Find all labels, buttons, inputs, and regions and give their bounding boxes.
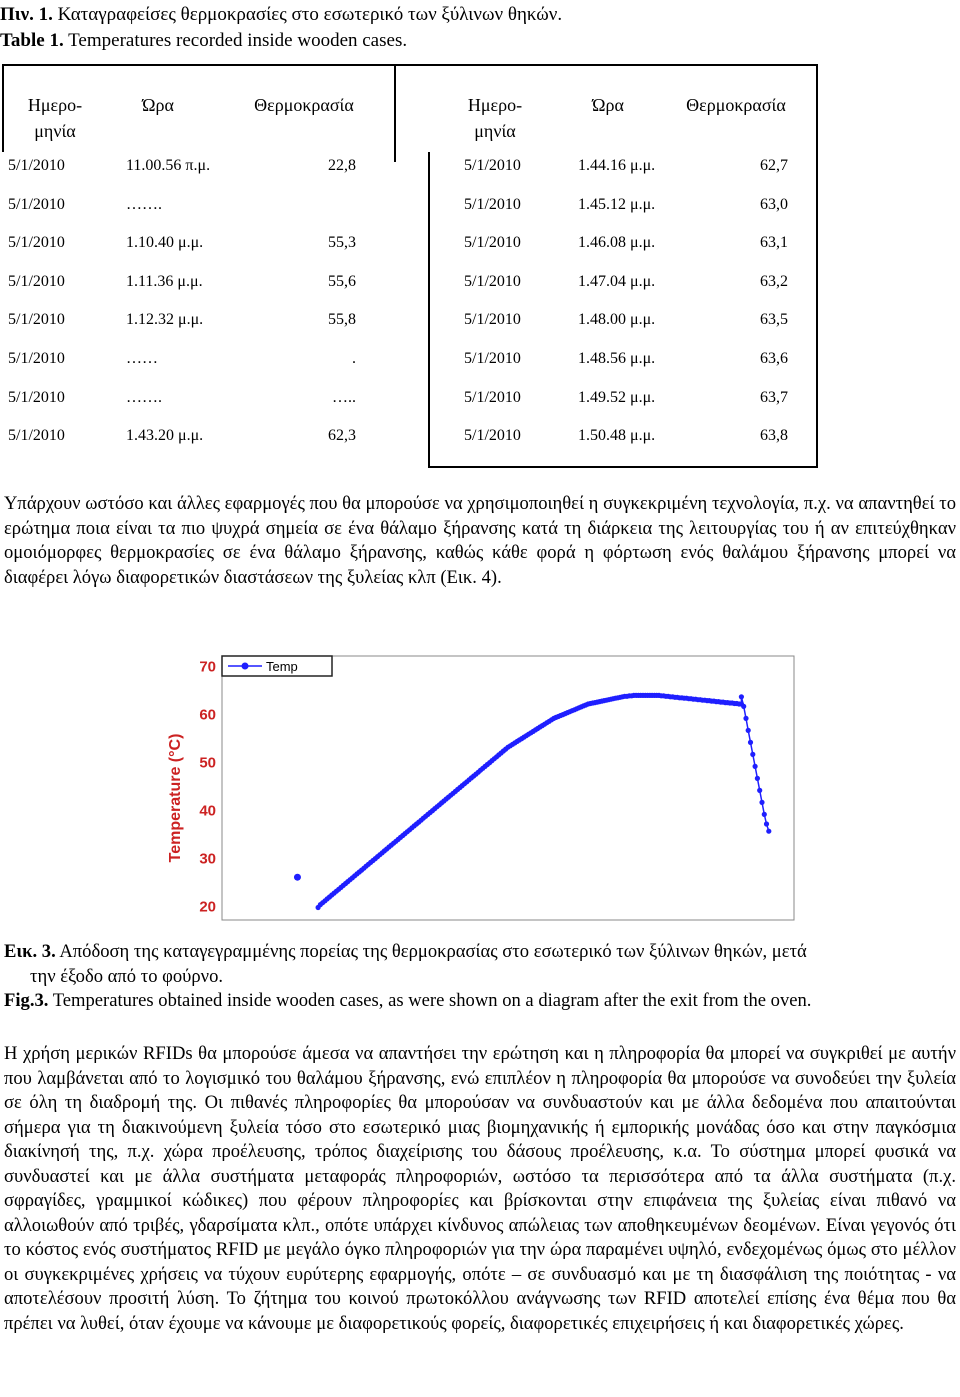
table-cell-time: …… — [126, 350, 158, 367]
table-caption-english — [0, 28, 562, 54]
header-date: μηνία — [34, 121, 76, 141]
data-point — [757, 788, 762, 793]
table-cell-time: 1.50.48 μ.μ. — [578, 427, 656, 445]
data-point — [746, 728, 751, 733]
table-cell-date: 5/1/2010 — [8, 311, 65, 329]
data-point — [762, 812, 767, 817]
legend-label: Temp — [266, 659, 298, 674]
table-label-english: Table 1. — [0, 30, 64, 51]
table-cell-date: 5/1/2010 — [464, 195, 521, 213]
table-cell-date: 5/1/2010 — [8, 388, 65, 406]
table-cell-time: 11.00.56 π.μ. — [126, 157, 211, 174]
table-cell-date: 5/1/2010 — [8, 195, 65, 213]
table-cell-time: 1.46.08 μ.μ. — [578, 234, 656, 252]
table-cell-temperature: 22,8 — [328, 157, 356, 174]
table-cell-date: 5/1/2010 — [464, 311, 521, 329]
paragraph-applications: Υπάρχουν ωστόσο και άλλες εφαρμογές που θα μπορούσε να χρησιμοποιηθεί η συγκεκριμένη τεχνολογία, π.χ. να απαντηθεί το ερώτημα ποια είναι τα πιο ψυχρά σημεία σε ένα θάλαμο ξήρανσης κατά τη διάρκεια της λειτουργίας του ή αν επιτεύχθηκαν ομοιόμορφες θερμοκρασίες σε ένα θάλαμο ξήρανσης, καθώς κάθε φορά η φόρτωση ενός θαλάμου ξήρανσης μπορεί να διαφέρει λόγω διαφορετικών διαστάσεων της ξυλείας κλπ (Εικ. 4). — [4, 493, 956, 588]
y-tick-label: 40 — [199, 802, 216, 820]
data-point — [753, 764, 758, 769]
data-point — [294, 874, 301, 881]
data-point — [748, 740, 753, 745]
temperature-table — [2, 64, 818, 468]
y-tick-label: 30 — [199, 850, 216, 868]
table-cell-time: ……. — [126, 388, 162, 406]
table-cell-date: 5/1/2010 — [464, 234, 521, 252]
table-cell-temperature: 55,8 — [328, 311, 356, 329]
header-date: Ημερο- — [467, 95, 523, 115]
table-cell-temperature: ….. — [332, 388, 356, 406]
table-border-top — [2, 64, 818, 66]
data-point — [750, 752, 755, 757]
table-divider-upper — [394, 64, 396, 162]
table-cell-temperature: 63,1 — [760, 234, 788, 252]
header-time: Ώρα — [592, 95, 624, 115]
data-point — [755, 776, 760, 781]
table-caption-english-text: Temperatures recorded inside wooden cases. — [68, 30, 408, 51]
table-border-left-header — [2, 64, 4, 152]
table-cell-temperature: 63,5 — [760, 311, 788, 329]
table-cell-time: 1.45.12 μ.μ. — [578, 195, 656, 213]
table-cell-temperature: 55,6 — [328, 272, 356, 290]
table-divider-lower — [428, 152, 430, 468]
table-cell-time: 1.44.16 μ.μ. — [578, 157, 656, 174]
table-cell-temperature: 63,7 — [760, 388, 788, 406]
table-cell-time: 1.10.40 μ.μ. — [126, 234, 204, 252]
temperature-chart — [158, 650, 798, 922]
figure-caption — [4, 940, 956, 1014]
header-temperature: Θερμοκρασία — [686, 95, 786, 115]
table-cell-date: 5/1/2010 — [464, 272, 521, 290]
paragraph-rfid: Η χρήση μερικών RFIDs θα μπορούσε άμεσα να απαντήσει την ερώτηση και η πληροφορία θα μπορεί να συγκριθεί με αυτήν που λαμβάνεται από το λογισμικό του θαλάμου ξήρανσης, ενώ επιπλέον η πληροφορία θα μπορούσε να συνοδεύει την ξυλεία σε όλη τη διαδρομή της. Οι πιθανές πληροφορίες θα μπορούσαν να συνδυαστούν και με άλλα δεδομένα που απαιτούνται σήμερα για τη διακινούμενη ξυλεία τόσο στο εσωτερικό μιας βιομηχανικής ή εμπορικής μονάδας όσο και στην παγκόσμια διακίνησή της, π.χ. χώρα προέλευσης, τρόπος διαχείρισης του δάσους προέλευσης, κ.α. Το σύστημα μπορεί φυσικά να συνδυαστεί και με άλλα συστήματα μεταφοράς πληροφοριών, ωστόσο τα περισσότερα από τα άλλα συστήματα (π.χ. σφραγίδες, γραμμικοί κώδικες) που φέρουν πληροφορίες και βρίσκονται στην επιφάνεια της ξυλείας είναι πιθανό να αλλοιωθούν από τριβές, γδαρσίματα κλπ., οπότε υπάρχει κίνδυνος απώλειας των αποθηκευμένων δεομένων. Είναι γεγονός ότι το κόστος ενός συστήματος RFID με μεγάλο όγκο πληροφοριών για την ώρα παραμένει υψηλό, ενδεχομένως όμως στο μέλλον οι συγκεκριμένες χρήσεις να τύχουν ευρύτερης εφαρμογής, οπότε – σε συνδυασμό και με τη διασφάλιση της ποιότητας - να αποτελέσουν προσιτή λύση. Το ζήτημα του κοινού πρωτοκόλλου ανάγνωσης των RFID αποτελεί επίσης ένα θέμα που θα πρέπει να λυθεί, όταν έχουμε να κάνουμε με διαφορετικούς φορείς, διαφορετικές επιχειρήσεις ή και διαφορετικές χώρες. — [4, 1043, 956, 1334]
table-cell-time: 1.12.32 μ.μ. — [126, 311, 204, 329]
figure-label-greek: Εικ. 3. — [4, 941, 56, 962]
figure-caption-greek — [4, 940, 956, 965]
y-tick-label: 50 — [199, 754, 216, 772]
y-axis-ticks — [199, 659, 216, 916]
data-point — [766, 829, 771, 834]
table-label-greek: Πιν. 1. — [0, 4, 53, 25]
y-tick-label: 20 — [199, 898, 216, 916]
table-caption-greek — [0, 2, 562, 28]
y-axis-label: Temperature (°C) — [167, 733, 184, 863]
table-cell-time: 1.48.56 μ.μ. — [578, 350, 656, 367]
table-cell-temperature: 63,2 — [760, 272, 788, 290]
table-cell-date: 5/1/2010 — [8, 427, 65, 445]
figure-caption-greek-line2: την έξοδο από το φούρνο. — [30, 965, 224, 987]
header-date: Ημερο- — [27, 95, 83, 115]
table-cell-temperature: 62,7 — [760, 157, 788, 174]
table-caption — [0, 2, 562, 54]
table-cell-date: 5/1/2010 — [464, 157, 521, 174]
data-point — [739, 694, 744, 699]
figure-caption-english — [4, 989, 956, 1014]
data-point — [741, 704, 746, 709]
table-caption-greek-text: Καταγραφείσες θερμοκρασίες στο εσωτερικό των ξύλινων θηκών. — [57, 4, 563, 25]
data-point — [764, 821, 769, 826]
table-cell-date: 5/1/2010 — [8, 234, 65, 252]
table-cell-temperature: . — [352, 350, 356, 367]
table-border-right — [816, 64, 818, 468]
table-cell-date: 5/1/2010 — [8, 350, 65, 367]
header-temperature: Θερμοκρασία — [254, 95, 354, 115]
chart-legend — [222, 656, 332, 676]
data-point — [759, 800, 764, 805]
table-cell-time: 1.49.52 μ.μ. — [578, 388, 656, 406]
table-cell-time: 1.47.04 μ.μ. — [578, 272, 656, 290]
data-point — [743, 716, 748, 721]
figure-caption-english-text: Temperatures obtained inside wooden cases, as were shown on a diagram after the exit from the oven. — [52, 990, 812, 1011]
legend-marker — [242, 663, 249, 670]
table-cell-temperature: 62,3 — [328, 427, 356, 445]
table-cell-time: 1.11.36 μ.μ. — [126, 272, 203, 290]
table-cell-temperature: 63,6 — [760, 350, 788, 367]
table-cell-time: 1.43.20 μ.μ. — [126, 427, 204, 445]
y-tick-label: 60 — [199, 706, 216, 724]
header-time: Ώρα — [142, 95, 174, 115]
figure-caption-greek-line1: Απόδοση της καταγεγραμμένης πορείας της θερμοκρασίας στο εσωτερικό των ξύλινων θηκών, μετά — [59, 941, 807, 962]
header-date: μηνία — [474, 121, 516, 141]
table-cell-temperature: 55,3 — [328, 234, 356, 252]
table-cell-time: ……. — [126, 195, 162, 213]
table-cell-date: 5/1/2010 — [464, 427, 521, 445]
table-cell-time: 1.48.00 μ.μ. — [578, 311, 656, 329]
table-cell-date: 5/1/2010 — [8, 272, 65, 290]
y-tick-label: 70 — [199, 658, 216, 676]
table-cell-date: 5/1/2010 — [464, 388, 521, 406]
figure-label-english: Fig.3. — [4, 990, 49, 1011]
table-border-bottom — [428, 466, 818, 468]
table-cell-date: 5/1/2010 — [8, 157, 65, 174]
table-cell-temperature: 63,0 — [760, 195, 788, 213]
table-cell-temperature: 63,8 — [760, 427, 788, 445]
table-cell-date: 5/1/2010 — [464, 350, 521, 367]
chart-plot-frame — [222, 656, 794, 920]
